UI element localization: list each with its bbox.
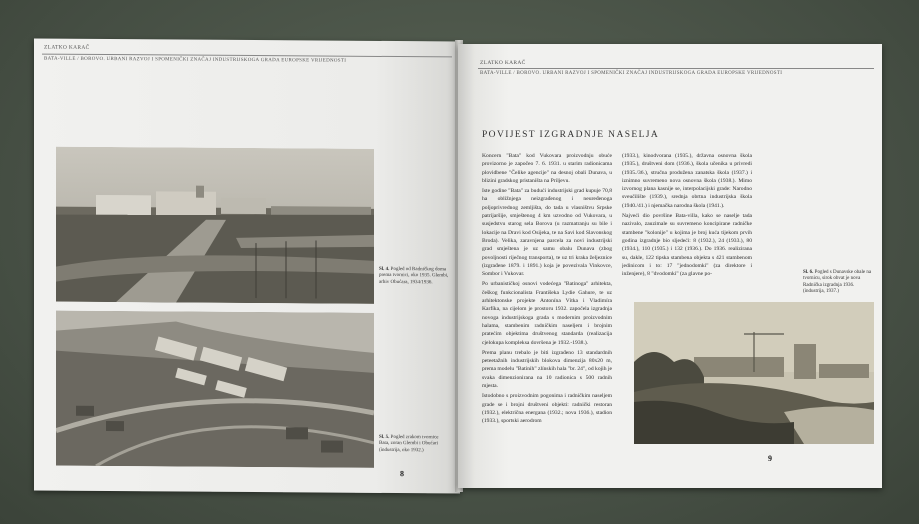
caption-fig4 — [379, 267, 449, 286]
paragraph: Po urbanističkoj osnovi vodećega "Batinoga" arhitekta, češkog funkcionalista Františeka Lydie Gahure, te uz arhitektonske projekte Antonína Vítka i Vladimíra Karfíka, na cijelom je prostoru 1932. započela izgradnja novoga industrijskoga grada s modernim proizvodnim halama, stambenim radničkim naseljem i brojnim pratećim objektima društvenog standarda (realizacija cjelokupa kompleksa dovršena je 1932.-1938.). — [482, 281, 612, 346]
right-header-title: BATA-VILLE / BOROVO. URBANI RAZVOJ I SPOMENIČKI ZNAČAJ INDUSTRIJSKOGA GRADA EUROPSKE VRIJEDNOSTI — [480, 71, 783, 76]
paragraph: (1933.), kinodvorana (1935.), državna osnovna škola (1935.), društveni dom (1936.), škola učenika u privredi (1935./36.), stručna produžena zanatska škola (1937.) i iznimno suvremeno nova osnovna škola (1938.). Mimo izvornog plana kasnije se, interpolacijski grade: Narodno sveučilište (1939.), srednja obrtna industrijska škola (1940./41.) i njemačka narodna škola (1941.). — [622, 153, 752, 209]
caption-fig5-label: Sl. 5. — [379, 434, 390, 440]
caption-fig6-label: Sl. 6. — [803, 270, 814, 275]
text-column-2 — [622, 152, 752, 296]
left-page — [34, 39, 460, 494]
right-page-number: 9 — [768, 454, 772, 463]
caption-fig4-text: Pogled od Radničkog doma prema tvornici, oko 1935. Glembi, arhiv Obućara, 1934/1936. — [379, 267, 449, 285]
paragraph: Koncern "Bata" kod Vukovara proizvodnju obuće provizorno je započeo 7. 6. 1931. u starim radionicama plovidbene "Čelike agencije" na desnoj obali Dunava, u blizini gradskog pristaništa na Priljevu. — [482, 153, 612, 184]
photo-factory-view — [56, 147, 374, 304]
photo-riverside-view — [634, 302, 874, 444]
caption-fig6 — [803, 270, 875, 295]
left-page-number: 8 — [400, 469, 404, 479]
paragraph: Prema planu trebalo je biti izgrađeno 13 standardnih peteetažnih industrijskih blokova dimenzija 80x20 m, prema modelu "Batinih" zlínskih hala "br. 24", od kojih je svaka dimenzionirana na 10 radionica s 500 radnih mjesta. — [482, 349, 612, 390]
right-page — [458, 44, 882, 488]
left-header-author: ZLATKO KARAČ — [44, 44, 90, 51]
left-header-title: BATA-VILLE / BOROVO. URBANI RAZVOJ I SPOMENIČKI ZNAČAJ INDUSTRIJSKOGA GRADA EUROPSKE VRIJEDNOSTI — [44, 56, 347, 64]
caption-fig5-text: Pogled zrakom tvornice Bata, zoran Glembi i Obućari (industrija, oko 1932.) — [379, 435, 439, 453]
paragraph: Najveći dio površine Bata-villa, kako se naselje tada nazivalo, zauzimale su suvremeno koncipirane radničke stambene "kolonije" u kojima je broj kuća tijekom prvih godina izgradnje bio sljedeći: 8 (1932.), 24 (1933.), 80 (1934.), 110 (1935.) i 132 (1936.). Do 1936. realizirana su, dakle, 122 tipska stambena objekta s 421 stambenom jedinicom i to: 17 "jednodomki" (za direktore i inženjere), 8 "dvodomki" (za glavne po- — [622, 213, 752, 278]
paragraph: Iste godine "Bata" za budući industrijski grad kupuje 70,8 ha obližnjega neizgrađenog i neuređenoga poljoprivrednog zemljišta, do tada u vlasništvu Srpske patrijaršije, smještenog 4 km uzvodno od Vukovara, u susjedstvu starog sela Borova (u razmatranju su bile i lokacije na Dravi kod Osijeka, te na Savi kod Slavonskog Broda). Velika, zaravnjena parcela za novi industrijski grad smještena je uz samu obalu Dunava (zbog povoljnosti riječnog transporta), te uz tri krakа željeznice (izgrađene 1879. i 1891.) koja je povezivala Vinkovce, Sombor i Vukovar. — [482, 188, 612, 278]
caption-fig4-label: Sl. 4. — [379, 266, 390, 272]
paragraph: Istodobno s proizvodnim pogonima i radničkim naseljem grade se i brojni društveni objekti: radnički restoran (1932.), električna energana (1932.; nova 1936.), stadion (1933.), sportski aerodrom — [482, 393, 612, 425]
caption-fig5 — [379, 435, 449, 454]
right-header-rule — [478, 68, 874, 69]
photo-aerial-view — [56, 311, 374, 468]
right-header-author: ZLATKO KARAČ — [480, 60, 526, 66]
caption-fig6-text: Pogled s Dunavske obale na tvornicu, sirok obvat je nova Radnička izgradnja 1936. (industrija, 1937.) — [803, 270, 872, 294]
text-column-1 — [482, 152, 612, 452]
section-title: POVIJEST IZGRADNJE NASELJA — [482, 130, 660, 140]
